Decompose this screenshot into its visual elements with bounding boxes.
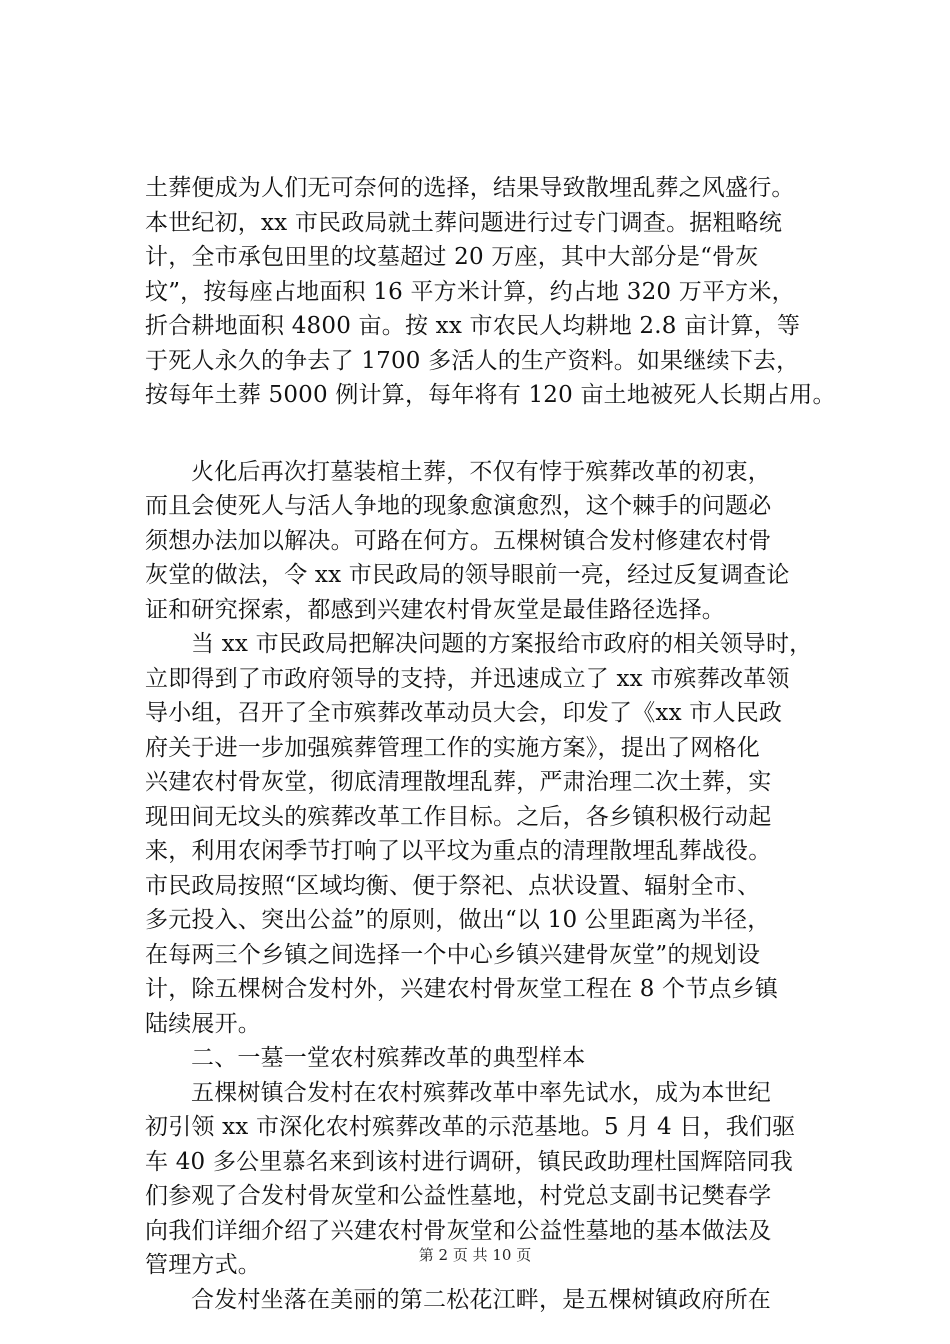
- text-line: 导小组，召开了全市殡葬改革动员大会，印发了《xx 市人民政: [145, 700, 783, 726]
- section-heading: [145, 1041, 845, 1076]
- text-line: 计，全市承包田里的坟墓超过 20 万座，其中大部分是“骨灰: [145, 244, 759, 270]
- text-line: 们参观了合发村骨灰堂和公益性墓地，村党总支副书记樊春学: [145, 1183, 772, 1209]
- text-line: 管理方式。: [145, 1252, 261, 1278]
- text-line: 兴建农村骨灰堂，彻底清理散埋乱葬，严肃治理二次土葬，实: [145, 769, 772, 795]
- text-line: 土葬便成为人们无可奈何的选择，结果导致散埋乱葬之风盛行。: [145, 175, 795, 201]
- text-line: 来，利用农闲季节打响了以平坟为重点的清理散埋乱葬战役。: [145, 838, 772, 864]
- text-line: 初引领 xx 市深化农村殡葬改革的示范基地。5 月 4 日，我们驱: [145, 1114, 796, 1140]
- text-line: 市民政局按照“区域均衡、便于祭祀、点状设置、辐射全市、: [145, 872, 761, 899]
- paragraph: [145, 455, 845, 628]
- text-line: 当 xx 市民政局把解决问题的方案报给市政府的相关领导时，: [191, 631, 813, 657]
- text-line: 灰堂的做法，令 xx 市民政局的领导眼前一亮，经过反复调查论: [145, 562, 790, 588]
- text-line: 火化后再次打墓装棺土葬，不仅有悖于殡葬改革的初衷，: [191, 458, 771, 485]
- text-line: 车 40 多公里慕名来到该村进行调研，镇民政助理杜国辉陪同我: [145, 1148, 793, 1175]
- page-number-footer: 第 2 页 共 10 页: [418, 1246, 532, 1264]
- text-line: 在每两三个乡镇之间选择一个中心乡镇兴建骨灰堂”的规划设: [145, 941, 761, 968]
- text-line: 向我们详细介绍了兴建农村骨灰堂和公益性墓地的基本做法及: [145, 1217, 772, 1244]
- text-line: 立即得到了市政府领导的支持，并迅速成立了 xx 市殡葬改革领: [145, 665, 790, 692]
- paragraph-spacer: [145, 413, 845, 455]
- text-line: 须想办法加以解决。可路在何方。五棵树镇合发村修建农村骨: [145, 527, 772, 554]
- paragraph: [145, 627, 845, 1041]
- text-line: 折合耕地面积 4800 亩。按 xx 市农民人均耕地 2.8 亩计算，等: [145, 313, 801, 339]
- text-line: 合发村坐落在美丽的第二松花江畔，是五棵树镇政府所在: [191, 1286, 771, 1313]
- text-line: 府关于进一步加强殡葬管理工作的实施方案》，提出了网格化: [145, 734, 760, 761]
- text-line: 于死人永久的争去了 1700 多活人的生产资料。如果继续下去，: [145, 347, 800, 374]
- section-heading-text: 二、一墓一堂农村殡葬改革的典型样本: [191, 1045, 586, 1071]
- text-line: 按每年土葬 5000 例计算，每年将有 120 亩土地被死人长期占用。: [145, 382, 836, 408]
- text-line: 计，除五棵树合发村外，兴建农村骨灰堂工程在 8 个节点乡镇: [145, 976, 779, 1002]
- text-line: 而且会使死人与活人争地的现象愈演愈烈，这个棘手的问题必: [145, 493, 772, 519]
- text-line: 陆续展开。: [145, 1010, 261, 1037]
- text-line: 现田间无坟头的殡葬改革工作目标。之后，各乡镇积极行动起: [145, 803, 772, 830]
- text-line: 五棵树镇合发村在农村殡葬改革中率先试水，成为本世纪: [191, 1079, 771, 1106]
- text-line: 多元投入、突出公益”的原则，做出“以 10 公里距离为半径，: [145, 907, 771, 933]
- paragraph: [145, 1283, 845, 1318]
- document-body: [145, 171, 845, 1317]
- text-line: 本世纪初，xx 市民政局就土葬问题进行过专门调查。据粗略统: [145, 209, 783, 236]
- paragraph: [145, 171, 845, 413]
- text-line: 证和研究探索，都感到兴建农村骨灰堂是最佳路径选择。: [145, 596, 725, 623]
- text-line: 坟”，按每座占地面积 16 平方米计算，约占地 320 万平方米，: [145, 278, 795, 305]
